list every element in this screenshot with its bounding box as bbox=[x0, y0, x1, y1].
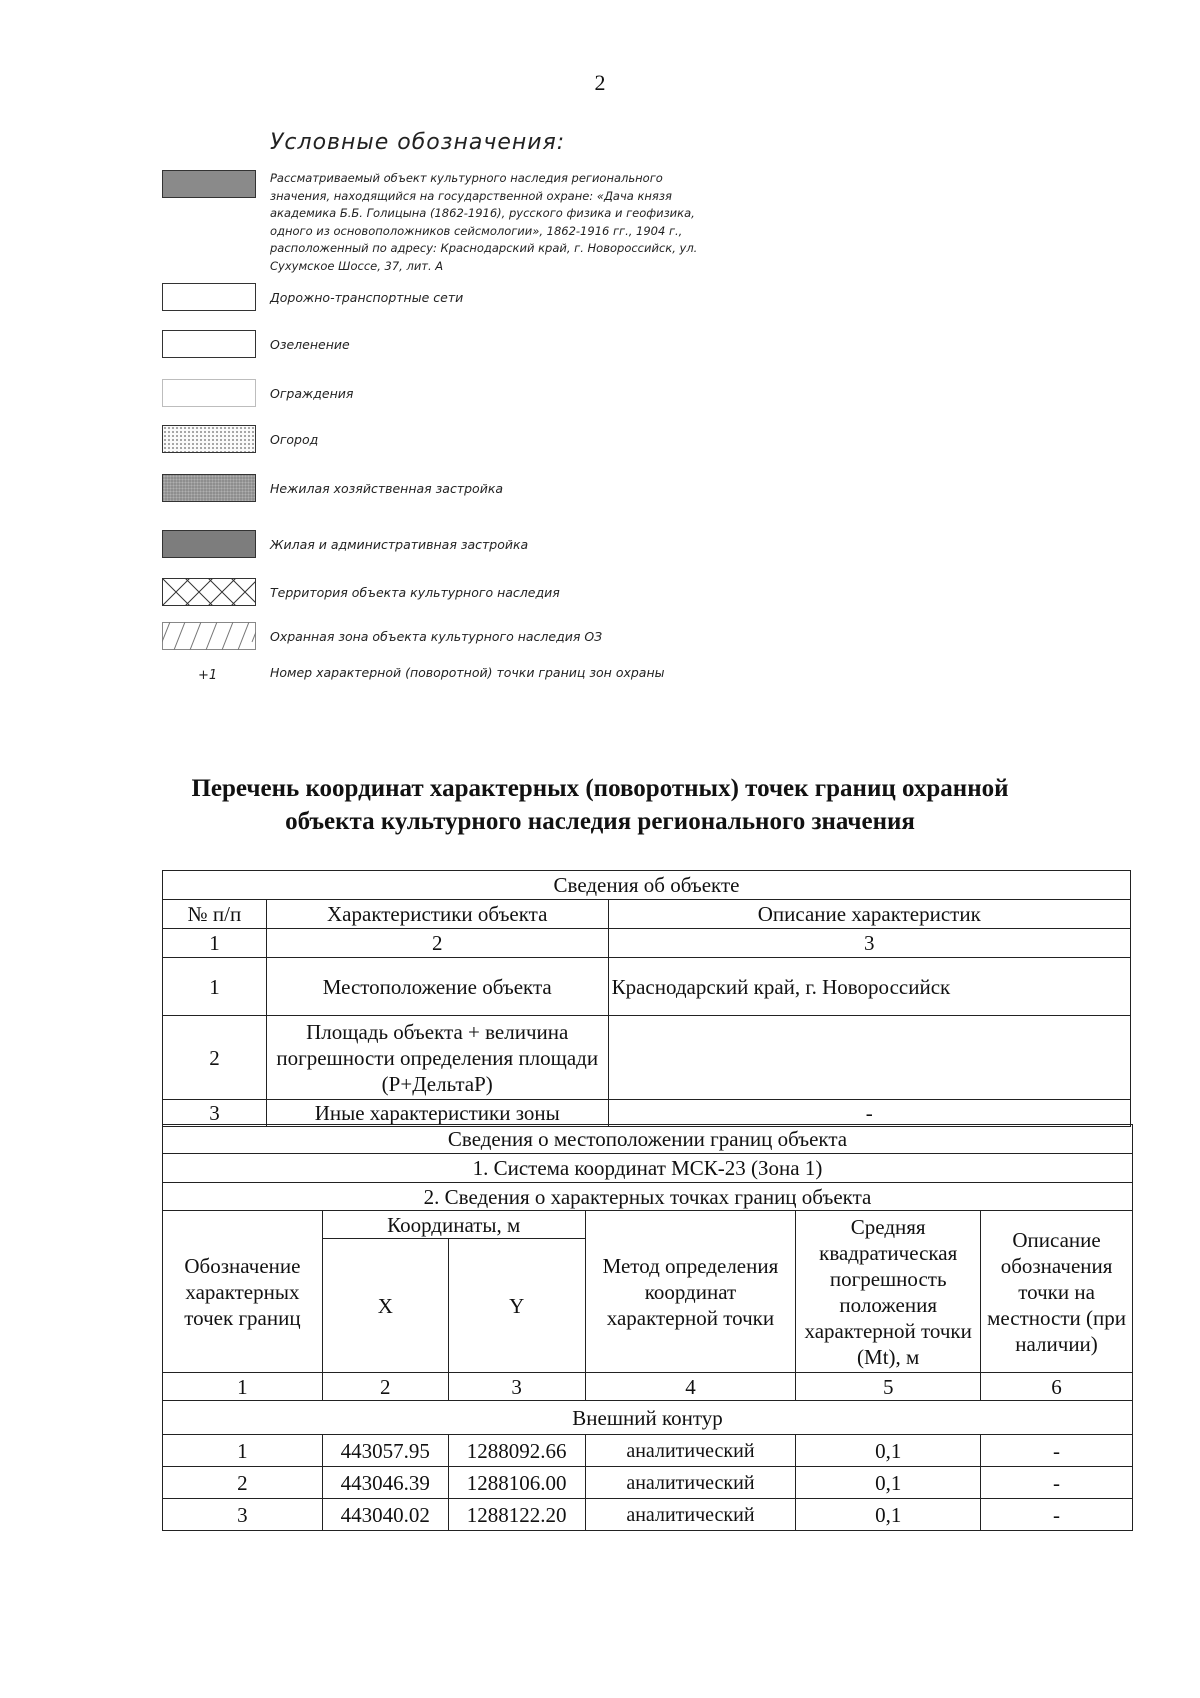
table-row bbox=[163, 1499, 1133, 1531]
contour-row bbox=[163, 1401, 1133, 1435]
legend-label: Рассматриваемый объект культурного наследия регионального значения, находящийся на государственной охране: «Дача князя академика Б.Б. Голицына (1862-1916), русского физика и геофизика, одного из основоположников сейсмологии», 1862-1916 гг., 1904 г., расположенный по адресу: Краснодарский край, г. Новороссийск, ул. Сухумское Шоссе, 37, лит. А bbox=[270, 171, 698, 273]
point-x: 443040.02 bbox=[322, 1499, 448, 1531]
legend-label: Огород bbox=[270, 432, 319, 447]
row-description: - bbox=[608, 1100, 1130, 1127]
header-error: Средняя квадратическая погрешность положения характерной точки (Mt), м bbox=[796, 1211, 981, 1373]
heading-line-2: объекта культурного наследия регионального значения bbox=[285, 808, 915, 835]
point-number: 1 bbox=[163, 1435, 323, 1467]
point-y: 1288106.00 bbox=[448, 1467, 585, 1499]
header-coordinates: Координаты, м bbox=[322, 1211, 585, 1239]
row-characteristic: Площадь объекта + величина погрешности определения площади (Р+ДельтаР) bbox=[266, 1016, 608, 1100]
location-info-title: Сведения о местоположении границ объекта bbox=[163, 1125, 1133, 1154]
greenery-swatch bbox=[162, 330, 256, 358]
point-description: - bbox=[981, 1467, 1133, 1499]
contour-label: Внешний контур bbox=[163, 1401, 1133, 1435]
legend-label: Охранная зона объекта культурного наследия ОЗ bbox=[270, 629, 603, 644]
col-number: 1 bbox=[163, 1373, 323, 1401]
col-number: 3 bbox=[448, 1373, 585, 1401]
table-row bbox=[163, 1435, 1133, 1467]
point-error: 0,1 bbox=[796, 1499, 981, 1531]
table-row bbox=[163, 1467, 1133, 1499]
coord-system-row bbox=[163, 1154, 1133, 1183]
header-y: Y bbox=[448, 1239, 585, 1373]
garden-swatch bbox=[162, 425, 256, 453]
col-number: 3 bbox=[608, 929, 1130, 958]
table-row bbox=[163, 1100, 1131, 1127]
col-number: 6 bbox=[981, 1373, 1133, 1401]
residential-swatch bbox=[162, 530, 256, 558]
point-number: 2 bbox=[163, 1467, 323, 1499]
point-x: 443046.39 bbox=[322, 1467, 448, 1499]
document-heading bbox=[0, 772, 1200, 838]
fences-swatch bbox=[162, 379, 256, 407]
point-description: - bbox=[981, 1499, 1133, 1531]
legend-label: Дорожно-транспортные сети bbox=[270, 290, 464, 305]
point-method: аналитический bbox=[585, 1499, 796, 1531]
table-header-row bbox=[163, 900, 1131, 929]
header-description: Описание характеристик bbox=[608, 900, 1130, 929]
row-description: Краснодарский край, г. Новороссийск bbox=[608, 958, 1130, 1016]
column-number-row bbox=[163, 1373, 1133, 1401]
object-info-table bbox=[162, 870, 1131, 1127]
col-number: 4 bbox=[585, 1373, 796, 1401]
point-y: 1288092.66 bbox=[448, 1435, 585, 1467]
point-x: 443057.95 bbox=[322, 1435, 448, 1467]
points-title-row bbox=[163, 1183, 1133, 1211]
col-number: 1 bbox=[163, 929, 267, 958]
table-row bbox=[163, 958, 1131, 1016]
roads-swatch bbox=[162, 283, 256, 311]
row-number: 3 bbox=[163, 1100, 267, 1127]
header-point-description: Описание обозначения точки на местности (при наличии) bbox=[981, 1211, 1133, 1373]
legend-title: Условные обозначения: bbox=[270, 130, 566, 155]
row-characteristic: Местоположение объекта bbox=[266, 958, 608, 1016]
point-error: 0,1 bbox=[796, 1435, 981, 1467]
table-title-row bbox=[163, 871, 1131, 900]
coord-system: 1. Система координат МСК-23 (Зона 1) bbox=[163, 1154, 1133, 1183]
col-number: 5 bbox=[796, 1373, 981, 1401]
table-row bbox=[163, 1016, 1131, 1100]
row-number: 2 bbox=[163, 1016, 267, 1100]
point-y: 1288122.20 bbox=[448, 1499, 585, 1531]
header-x: X bbox=[322, 1239, 448, 1373]
points-title: 2. Сведения о характерных точках границ объекта bbox=[163, 1183, 1133, 1211]
header-num: № п/п bbox=[163, 900, 267, 929]
legend-label: Территория объекта культурного наследия bbox=[270, 585, 560, 600]
column-number-row bbox=[163, 929, 1131, 958]
point-number-marker: +1 bbox=[198, 668, 218, 683]
point-number: 3 bbox=[163, 1499, 323, 1531]
location-info-table bbox=[162, 1124, 1133, 1531]
col-number: 2 bbox=[266, 929, 608, 958]
legend-label: Озеленение bbox=[270, 337, 350, 352]
legend-label: Ограждения bbox=[270, 386, 354, 401]
point-method: аналитический bbox=[585, 1435, 796, 1467]
legend-label: Номер характерной (поворотной) точки границ зон охраны bbox=[270, 665, 665, 680]
legend-label: Жилая и административная застройка bbox=[270, 537, 529, 552]
point-description: - bbox=[981, 1435, 1133, 1467]
table-title-row bbox=[163, 1125, 1133, 1154]
object-info-title: Сведения об объекте bbox=[163, 871, 1131, 900]
row-characteristic: Иные характеристики зоны bbox=[266, 1100, 608, 1127]
territory-crosshatch-swatch bbox=[162, 578, 256, 606]
point-method: аналитический bbox=[585, 1467, 796, 1499]
row-description bbox=[608, 1016, 1130, 1100]
legend-label: Нежилая хозяйственная застройка bbox=[270, 481, 504, 496]
row-number: 1 bbox=[163, 958, 267, 1016]
heading-line-1: Перечень координат характерных (поворотных) точек границ охранной bbox=[191, 775, 1009, 802]
col-number: 2 bbox=[322, 1373, 448, 1401]
point-error: 0,1 bbox=[796, 1467, 981, 1499]
table-header-row bbox=[163, 1211, 1133, 1239]
page-number: 2 bbox=[594, 70, 606, 95]
header-method: Метод определения координат характерной точки bbox=[585, 1211, 796, 1373]
object-swatch bbox=[162, 170, 256, 198]
header-designation: Обозначение характерных точек границ bbox=[163, 1211, 323, 1373]
protection-zone-hatch-swatch bbox=[162, 622, 256, 650]
nonresidential-swatch bbox=[162, 474, 256, 502]
header-characteristics: Характеристики объекта bbox=[266, 900, 608, 929]
